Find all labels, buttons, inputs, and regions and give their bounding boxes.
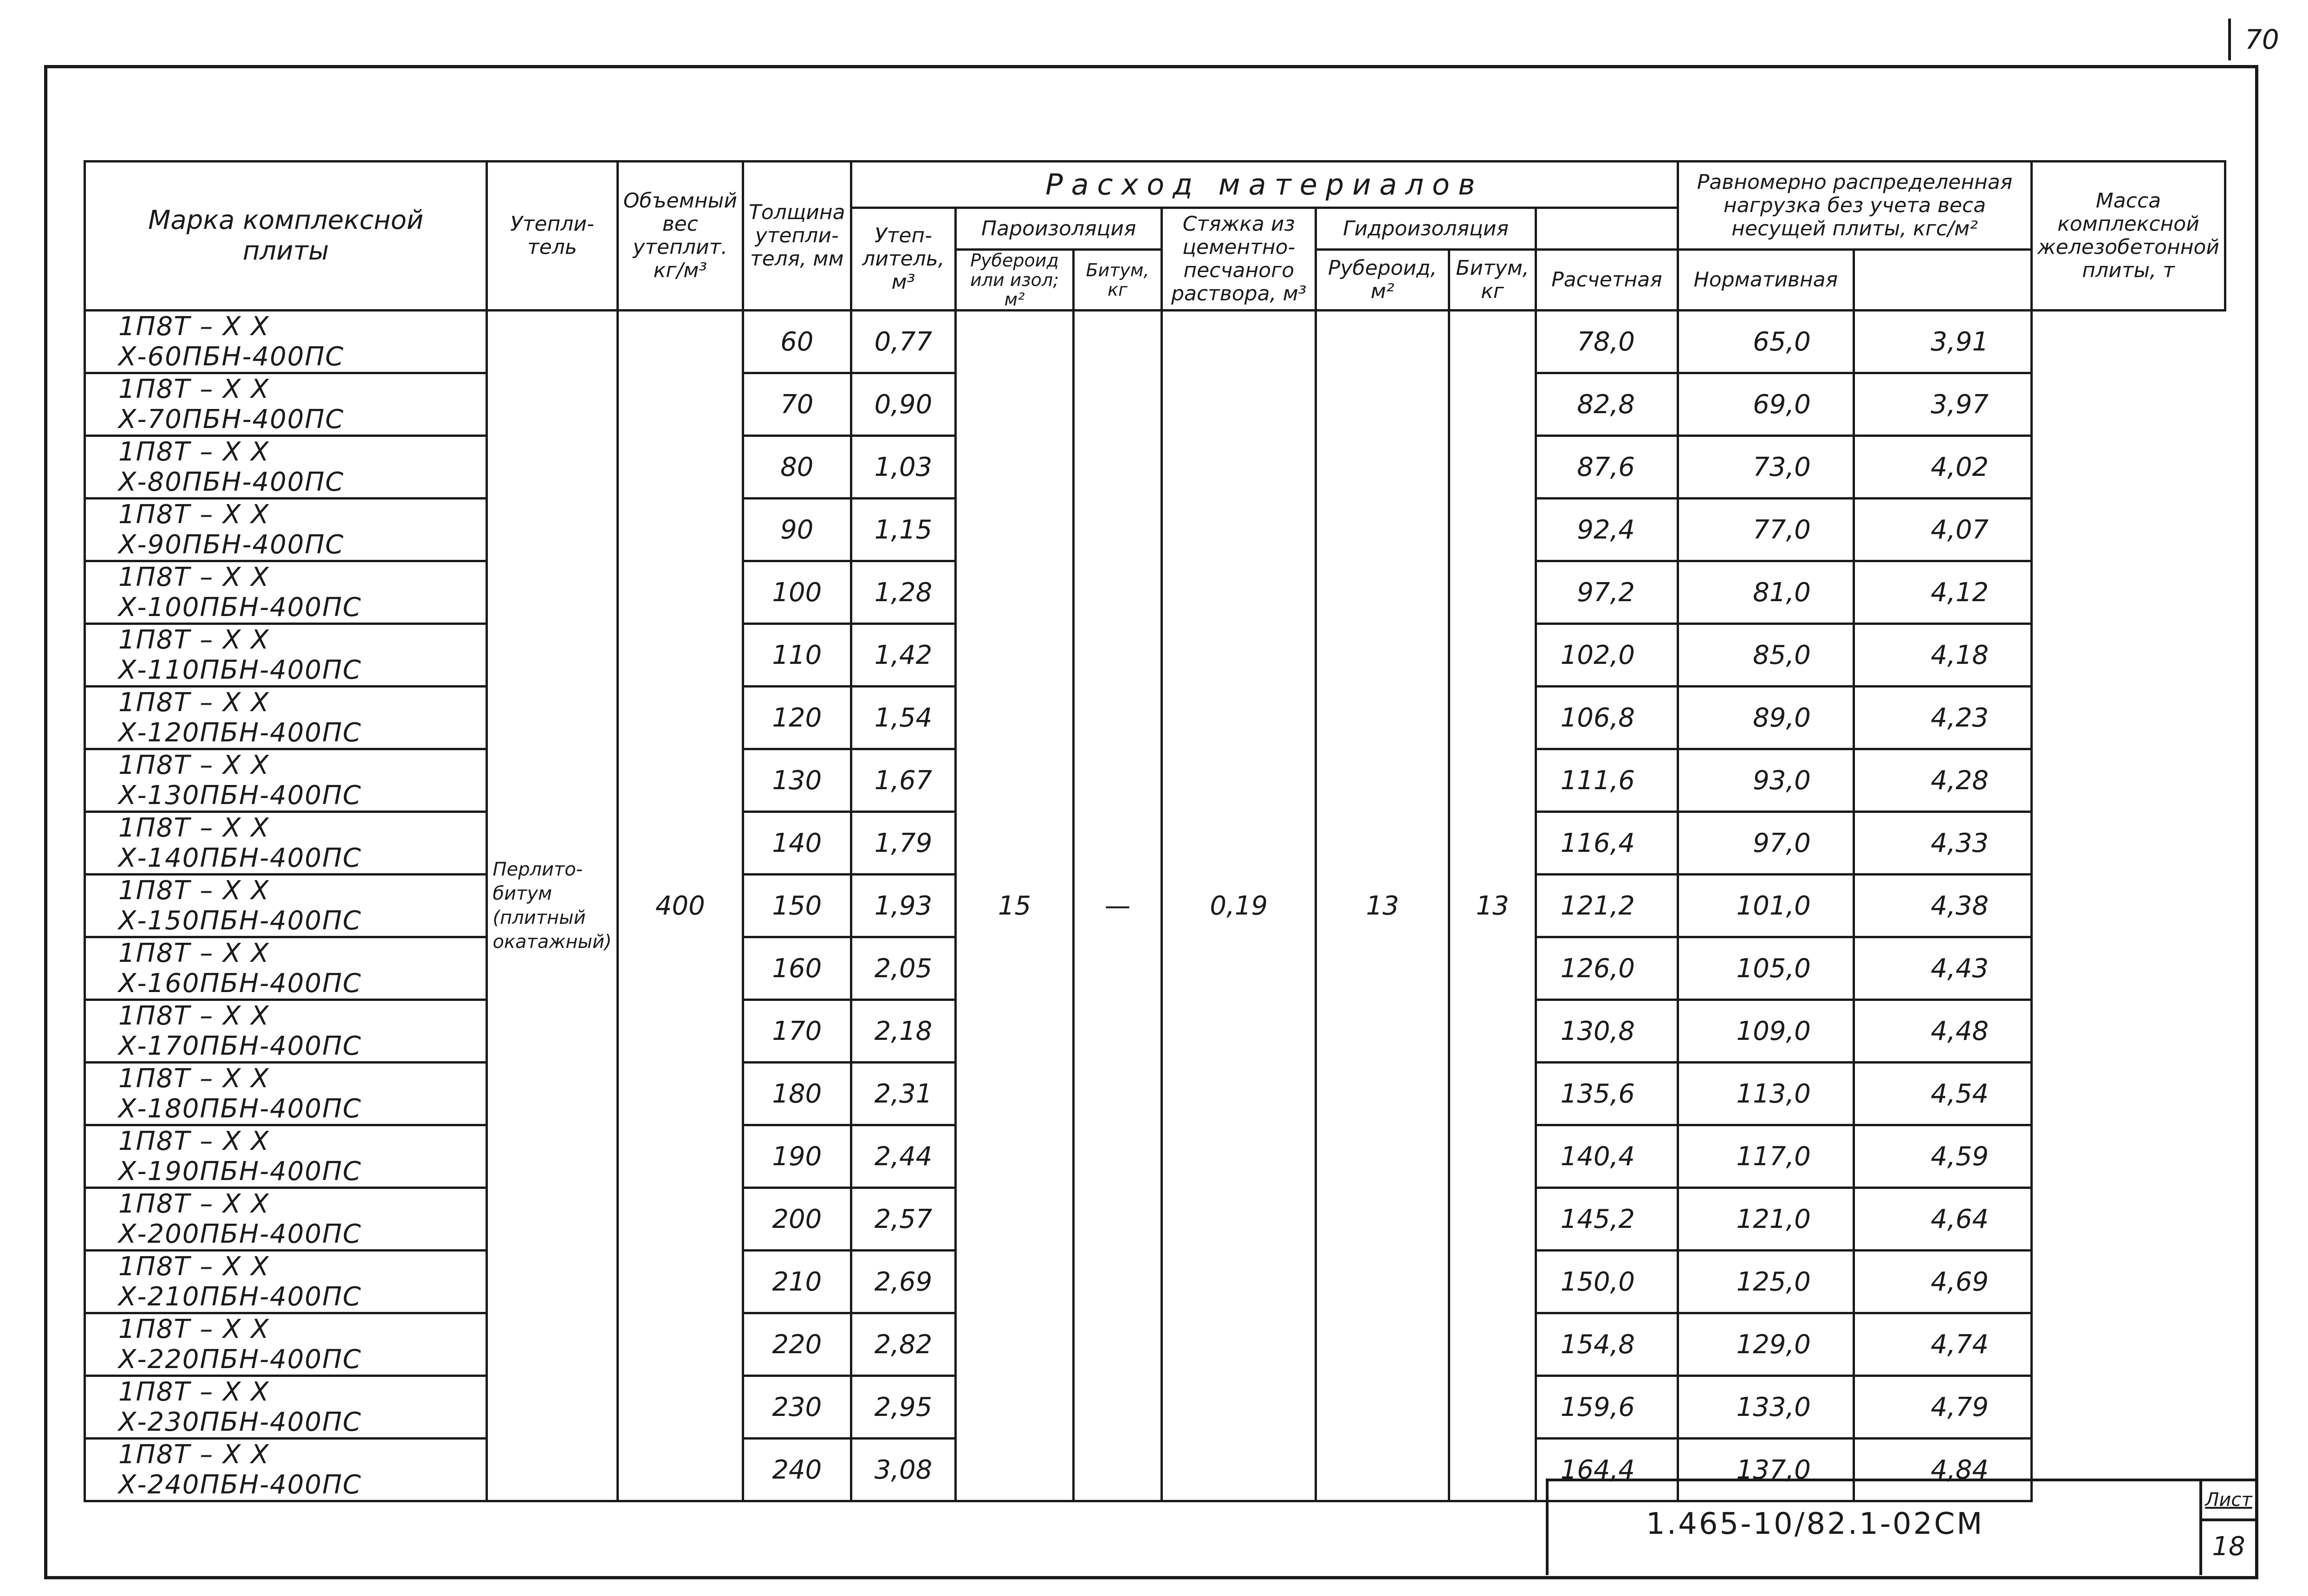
cell-load-norm: 81,0	[1678, 561, 1854, 624]
cell-load-calc: 154,8	[1536, 1313, 1678, 1376]
cell-vb-roofing: 15	[956, 311, 1073, 1501]
cell-thickness: 110	[743, 624, 851, 687]
cell-insulation-volume: 2,18	[851, 1000, 956, 1063]
cell-insulation-volume: 1,15	[851, 499, 956, 561]
cell-insulation-volume: 1,93	[851, 875, 956, 937]
cell-thickness: 210	[743, 1251, 851, 1313]
cell-load-norm: 137,0	[1678, 1439, 1854, 1501]
cell-load-calc: 164,4	[1536, 1439, 1678, 1501]
cell-mass: 4,28	[1854, 749, 2031, 812]
cell-load-norm: 69,0	[1678, 373, 1854, 436]
cell-load-calc: 121,2	[1536, 875, 1678, 937]
cell-vb-bitumen: —	[1073, 311, 1162, 1501]
cell-thickness: 160	[743, 937, 851, 1000]
cell-load-calc: 106,8	[1536, 687, 1678, 749]
cell-load-calc: 130,8	[1536, 1000, 1678, 1063]
cell-load-norm: 85,0	[1678, 624, 1854, 687]
cell-mass: 4,12	[1854, 561, 2031, 624]
cell-mass: 4,38	[1854, 875, 2031, 937]
cell-mass: 4,79	[1854, 1376, 2031, 1439]
cell-insulation-volume: 1,79	[851, 812, 956, 875]
cell-insulation-volume: 0,77	[851, 311, 956, 373]
cell-load-norm: 77,0	[1678, 499, 1854, 561]
cell-load-norm: 133,0	[1678, 1376, 1854, 1439]
header-mass: Масса комплексной железобетонной плиты, т	[2031, 162, 2225, 311]
cell-insulation-volume: 2,82	[851, 1313, 956, 1376]
cell-load-calc: 87,6	[1536, 436, 1678, 499]
cell-insulation-volume: 2,57	[851, 1188, 956, 1251]
cell-insulation-volume: 2,69	[851, 1251, 956, 1313]
header-vb-roofing: Рубероид или изол; м²	[956, 250, 1073, 311]
cell-mark: 1П8Т – Х Х Х-140ПБН-400ПС	[85, 812, 487, 875]
cell-mass: 4,48	[1854, 1000, 2031, 1063]
header-vb-bitumen: Битум, кг	[1073, 250, 1162, 311]
cell-load-norm: 101,0	[1678, 875, 1854, 937]
header-volume-weight: Объемный вес утеплит. кг/м³	[617, 162, 743, 311]
cell-mass: 4,18	[1854, 624, 2031, 687]
cell-mass: 4,74	[1854, 1313, 2031, 1376]
cell-mark: 1П8Т – Х Х Х-220ПБН-400ПС	[85, 1313, 487, 1376]
header-load: Равномерно распределенная нагрузка без учета веса несущей плиты, кгс/м²	[1678, 162, 2031, 250]
cell-mark: 1П8Т – Х Х Х-210ПБН-400ПС	[85, 1251, 487, 1313]
header-wp-roofing: Рубероид, м²	[1316, 250, 1449, 311]
cell-load-calc: 116,4	[1536, 812, 1678, 875]
cell-thickness: 200	[743, 1188, 851, 1251]
cell-insulation-volume: 0,90	[851, 373, 956, 436]
cell-load-calc: 102,0	[1536, 624, 1678, 687]
cell-thickness: 230	[743, 1376, 851, 1439]
cell-mass: 4,69	[1854, 1251, 2031, 1313]
cell-mass: 4,84	[1854, 1439, 2031, 1501]
cell-load-calc: 135,6	[1536, 1063, 1678, 1125]
materials-table	[84, 160, 2226, 1502]
header-screed: Стяжка из цементно-песчаного раствора, м³	[1162, 208, 1316, 311]
cell-load-calc: 140,4	[1536, 1125, 1678, 1188]
cell-mark: 1П8Т – Х Х Х-120ПБН-400ПС	[85, 687, 487, 749]
cell-mark: 1П8Т – Х Х Х-230ПБН-400ПС	[85, 1376, 487, 1439]
cell-load-calc: 92,4	[1536, 499, 1678, 561]
cell-insulation-volume: 1,28	[851, 561, 956, 624]
cell-mass: 3,91	[1854, 311, 2031, 373]
sheet-box	[2199, 1481, 2255, 1575]
cell-thickness: 180	[743, 1063, 851, 1125]
cell-mark: 1П8Т – Х Х Х-70ПБН-400ПС	[85, 373, 487, 436]
cell-load-calc: 159,6	[1536, 1376, 1678, 1439]
cell-load-calc: 150,0	[1536, 1251, 1678, 1313]
cell-load-norm: 97,0	[1678, 812, 1854, 875]
cell-thickness: 240	[743, 1439, 851, 1501]
header-insulation-volume: Утеп-литель, м³	[851, 208, 956, 311]
sheet-number: 18	[2212, 1531, 2245, 1562]
cell-insulation-volume: 2,44	[851, 1125, 956, 1188]
cell-mark: 1П8Т – Х Х Х-130ПБН-400ПС	[85, 749, 487, 812]
cell-load-norm: 73,0	[1678, 436, 1854, 499]
cell-mark: 1П8Т – Х Х Х-60ПБН-400ПС	[85, 311, 487, 373]
cell-mass: 4,59	[1854, 1125, 2031, 1188]
cell-thickness: 90	[743, 499, 851, 561]
header-wp-bitumen: Битум, кг	[1449, 250, 1536, 311]
cell-insulation-volume: 2,05	[851, 937, 956, 1000]
cell-mass: 4,02	[1854, 436, 2031, 499]
header-waterproofing: Гидроизоляция	[1316, 208, 1536, 250]
cell-load-calc: 78,0	[1536, 311, 1678, 373]
cell-mass: 4,54	[1854, 1063, 2031, 1125]
cell-load-norm: 93,0	[1678, 749, 1854, 812]
cell-thickness: 190	[743, 1125, 851, 1188]
document-code: 1.465-10/82.1-02СМ	[1646, 1507, 1984, 1541]
cell-load-norm: 105,0	[1678, 937, 1854, 1000]
cell-load-calc: 145,2	[1536, 1188, 1678, 1251]
cell-load-norm: 89,0	[1678, 687, 1854, 749]
cell-thickness: 80	[743, 436, 851, 499]
cell-mass: 4,23	[1854, 687, 2031, 749]
cell-mass: 4,43	[1854, 937, 2031, 1000]
cell-wp-bitumen: 13	[1449, 311, 1536, 1501]
cell-insulation-name: Перлито-битум (плитный окатажный)	[487, 311, 617, 1501]
cell-load-norm: 117,0	[1678, 1125, 1854, 1188]
header-load-norm: Нормативная	[1678, 250, 1854, 311]
cell-mass: 4,64	[1854, 1188, 2031, 1251]
cell-insulation-volume: 1,54	[851, 687, 956, 749]
cell-mark: 1П8Т – Х Х Х-150ПБН-400ПС	[85, 875, 487, 937]
cell-load-calc: 97,2	[1536, 561, 1678, 624]
cell-thickness: 60	[743, 311, 851, 373]
cell-thickness: 150	[743, 875, 851, 937]
cell-thickness: 140	[743, 812, 851, 875]
cell-load-norm: 109,0	[1678, 1000, 1854, 1063]
cell-mark: 1П8Т – Х Х Х-180ПБН-400ПС	[85, 1063, 487, 1125]
cell-screed: 0,19	[1162, 311, 1316, 1501]
cell-insulation-volume: 2,95	[851, 1376, 956, 1439]
cell-thickness: 170	[743, 1000, 851, 1063]
cell-insulation-volume: 1,67	[851, 749, 956, 812]
cell-mark: 1П8Т – Х Х Х-80ПБН-400ПС	[85, 436, 487, 499]
table-row	[85, 311, 2225, 373]
cell-load-norm: 125,0	[1678, 1251, 1854, 1313]
header-insulation: Утепли-тель	[487, 162, 617, 311]
cell-mark: 1П8Т – Х Х Х-90ПБН-400ПС	[85, 499, 487, 561]
cell-mass: 4,33	[1854, 812, 2031, 875]
header-thickness: Толщина утепли-теля, мм	[743, 162, 851, 311]
cell-insulation-volume: 1,42	[851, 624, 956, 687]
cell-thickness: 220	[743, 1313, 851, 1376]
cell-load-calc: 82,8	[1536, 373, 1678, 436]
cell-wp-roofing: 13	[1316, 311, 1449, 1501]
header-vapor-barrier: Пароизоляция	[956, 208, 1162, 250]
cell-load-calc: 126,0	[1536, 937, 1678, 1000]
cell-mark: 1П8Т – Х Х Х-240ПБН-400ПС	[85, 1439, 487, 1501]
header-mark: Марка комплексной плиты	[85, 162, 487, 311]
sheet-label: Лист	[2202, 1481, 2255, 1521]
cell-volume-weight: 400	[617, 311, 743, 1501]
cell-mark: 1П8Т – Х Х Х-170ПБН-400ПС	[85, 1000, 487, 1063]
cell-thickness: 100	[743, 561, 851, 624]
title-block	[1546, 1479, 2255, 1575]
header-load-calc: Расчетная	[1536, 250, 1678, 311]
cell-thickness: 70	[743, 373, 851, 436]
page-number: 70	[2228, 19, 2298, 60]
cell-load-norm: 129,0	[1678, 1313, 1854, 1376]
cell-load-calc: 111,6	[1536, 749, 1678, 812]
header-consumption: Расход материалов	[851, 162, 1678, 208]
cell-mark: 1П8Т – Х Х Х-110ПБН-400ПС	[85, 624, 487, 687]
cell-thickness: 130	[743, 749, 851, 812]
cell-thickness: 120	[743, 687, 851, 749]
cell-mark: 1П8Т – Х Х Х-200ПБН-400ПС	[85, 1188, 487, 1251]
cell-insulation-volume: 1,03	[851, 436, 956, 499]
cell-mark: 1П8Т – Х Х Х-100ПБН-400ПС	[85, 561, 487, 624]
cell-insulation-volume: 2,31	[851, 1063, 956, 1125]
cell-mass: 4,07	[1854, 499, 2031, 561]
cell-mass: 3,97	[1854, 373, 2031, 436]
cell-load-norm: 113,0	[1678, 1063, 1854, 1125]
cell-insulation-volume: 3,08	[851, 1439, 956, 1501]
cell-load-norm: 121,0	[1678, 1188, 1854, 1251]
cell-mark: 1П8Т – Х Х Х-190ПБН-400ПС	[85, 1125, 487, 1188]
cell-mark: 1П8Т – Х Х Х-160ПБН-400ПС	[85, 937, 487, 1000]
cell-load-norm: 65,0	[1678, 311, 1854, 373]
